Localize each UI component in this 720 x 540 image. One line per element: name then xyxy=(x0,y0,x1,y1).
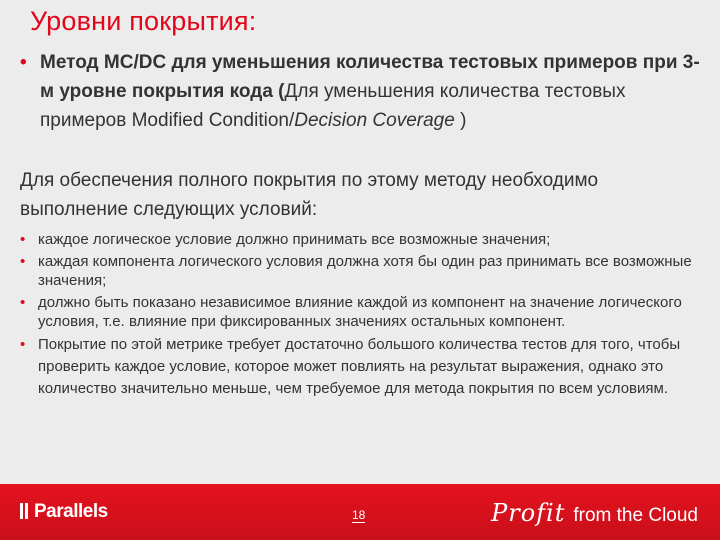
list-item-text: каждое логическое условие должно принимать все возможные значения; xyxy=(38,231,551,248)
main-bullet-normal: Для уменьшения количества тестовых примеров Modified Condition/ xyxy=(40,81,626,131)
bullet-icon: • xyxy=(20,231,26,248)
list-item xyxy=(20,230,700,249)
bullet-icon: • xyxy=(20,294,26,311)
tagline-text: from the Cloud xyxy=(573,505,698,526)
bullet-icon: • xyxy=(20,253,26,270)
conditions-intro: Для обеспечения полного покрытия по этому методу необходимо выполнение следующих условий: xyxy=(20,170,599,220)
page-number: 18 xyxy=(352,508,366,522)
main-bullet-bold: Метод MC/DC для уменьшения количества тестовых примеров при 3-м уровне покрытия кода ( xyxy=(40,52,700,102)
list-item xyxy=(20,293,700,331)
tagline xyxy=(491,499,698,527)
list-item xyxy=(20,252,700,290)
parallels-logo xyxy=(20,501,108,523)
tagline-script: Profit xyxy=(491,499,566,527)
main-bullet-text xyxy=(40,48,700,135)
main-bullet-end: ) xyxy=(454,110,467,131)
main-bullet xyxy=(20,48,700,135)
parallels-bars-icon xyxy=(20,501,30,523)
conditions-list xyxy=(20,230,700,403)
list-item-text: должно быть показано независимое влияние каждой из компонент на значение логического условия, т.е. влияние при фиксированных значениях остальных компонент. xyxy=(38,294,682,330)
list-item-text: каждая компонента логического условия должна хотя бы один раз принимать все возможные значения; xyxy=(38,253,692,289)
main-bullet-italic: Decision Coverage xyxy=(294,110,455,131)
slide-title: Уровни покрытия: xyxy=(30,6,257,36)
bullet-icon: • xyxy=(20,52,27,73)
footer-bar xyxy=(0,484,720,540)
bullet-icon: • xyxy=(20,336,26,353)
list-item-text: Покрытие по этой метрике требует достаточно большого количества тестов для того, чтобы проверить каждое условие, которое может повлиять на результат выражения, однако это количество значительно меньше, чем требуемое для метода покрытия по всем условиям. xyxy=(38,336,681,397)
logo-text: Parallels xyxy=(34,501,108,522)
list-item xyxy=(20,334,700,400)
